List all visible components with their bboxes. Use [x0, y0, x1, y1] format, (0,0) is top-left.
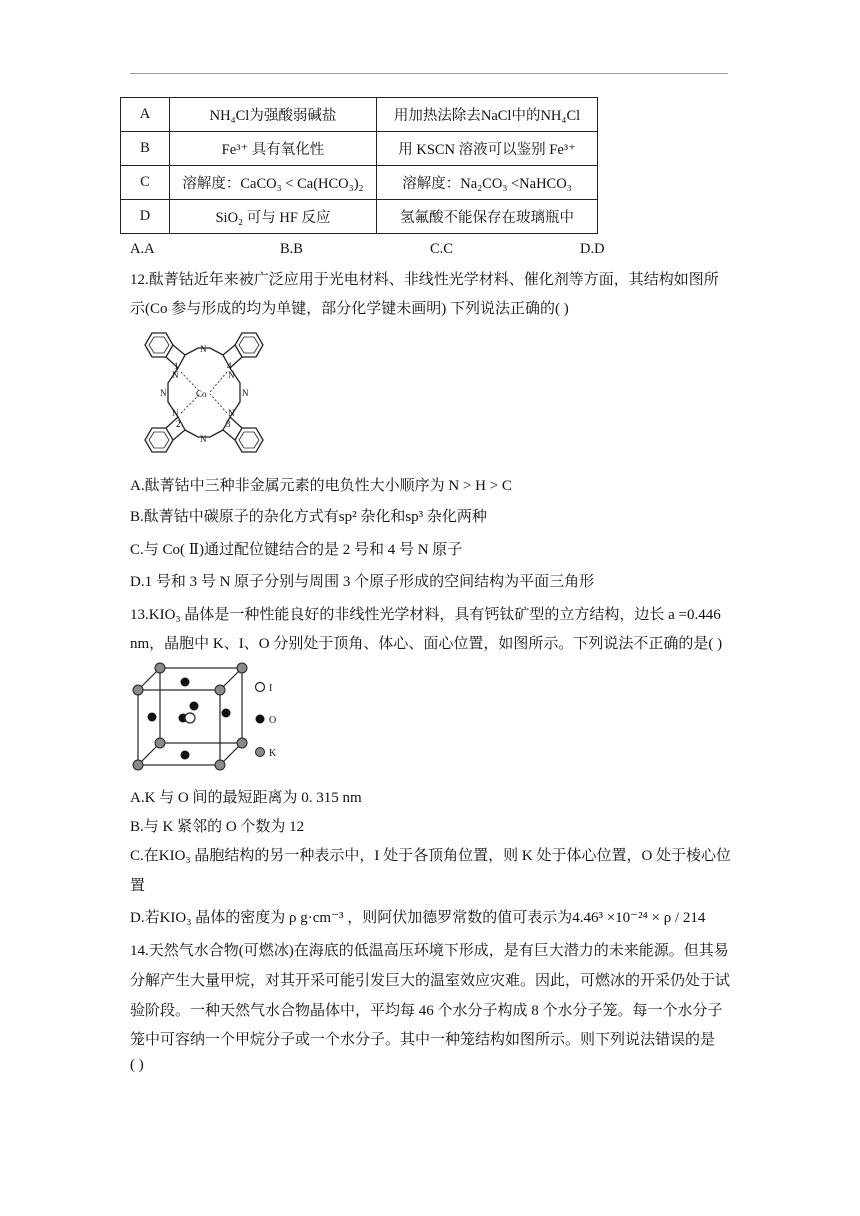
phthalocyanine-structure-diagram: [130, 328, 278, 458]
statement-1: 溶解度：CaCO₃ < Ca(HCO₃)₂: [170, 166, 377, 200]
o-atom: [222, 709, 231, 718]
q13-option-d[interactable]: D.若KIO₃ 晶体的密度为 ρ g·cm⁻³ ，则阿伏加德罗常数的值可表示为4.46³ ×10⁻²⁴ × ρ / 214: [130, 910, 706, 926]
n-number-4: 4: [227, 361, 232, 371]
legend-o-marker: [256, 715, 265, 724]
o-atom: [181, 678, 190, 687]
cobalt-phthalocyanine-figure: [130, 328, 278, 458]
k-atom: [215, 685, 225, 695]
table-row: [121, 132, 598, 166]
table-row: [121, 98, 598, 132]
o-atom: [148, 713, 157, 722]
statement-2: 用 KSCN 溶液可以鉴别 Fe³⁺: [377, 132, 598, 166]
kio3-unit-cell-figure: [130, 660, 290, 772]
o-atom: [190, 702, 199, 711]
perovskite-cell-diagram: [130, 660, 290, 772]
question-11-table: [120, 97, 598, 234]
legend-o-label: O: [269, 715, 277, 726]
q14-line5: ( ): [130, 1057, 144, 1073]
n-number-2: 2: [176, 419, 181, 429]
meso-n-label: N: [200, 344, 207, 354]
option-letter: B: [121, 132, 170, 166]
k-atom: [237, 663, 247, 673]
statement-2: 氢氟酸不能保存在玻璃瓶中: [377, 200, 598, 234]
q14-line4: 笼中可容纳一个甲烷分子或一个水分子。其中一种笼结构如图所示。则下列说法错误的是: [130, 1032, 716, 1048]
k-atom: [133, 760, 143, 770]
q13-option-c-line1[interactable]: C.在KIO₃ 晶胞结构的另一种表示中，I 处于各顶角位置，则 K 处于体心位置，O 处于棱心位: [130, 848, 732, 864]
meso-n-label: N: [160, 388, 167, 398]
header-rule: [130, 73, 728, 74]
k-atom: [155, 663, 165, 673]
q12-stem-line1: 12.酞菁钴近年来被广泛应用于光电材料、非线性光学材料、催化剂等方面，其结构如图所: [130, 272, 719, 288]
legend-k-marker: [256, 748, 265, 757]
q12-option-a[interactable]: A.酞菁钴中三种非金属元素的电负性大小顺序为 N > H > C: [130, 478, 512, 494]
q13-stem-line2: nm，晶胞中 K、I、O 分别处于顶角、体心、面心位置，如图所示。下列说法不正确的是( ): [130, 636, 723, 652]
option-letter: C: [121, 166, 170, 200]
legend-i-marker: [256, 683, 265, 692]
k-atom: [133, 685, 143, 695]
table-row: [121, 200, 598, 234]
statement-2: 溶解度：Na₂CO₃ <NaHCO₃: [377, 166, 598, 200]
n-number-1: 1: [174, 361, 179, 371]
pyrrole-n-label: N: [172, 370, 179, 380]
q13-stem-line1: 13.KIO₃ 晶体是一种性能良好的非线性光学材料，具有钙钛矿型的立方结构，边长 a =0.446: [130, 607, 721, 623]
pyrrole-n-label: N: [172, 408, 179, 418]
legend-k-label: K: [269, 748, 277, 759]
q12-option-d[interactable]: D.1 号和 3 号 N 原子分别与周围 3 个原子形成的空间结构为平面三角形: [130, 574, 595, 590]
statement-1: NH₄Cl为强酸弱碱盐: [170, 98, 377, 132]
k-atom: [237, 738, 247, 748]
answer-a[interactable]: A.A: [130, 241, 155, 257]
q13-option-b[interactable]: B.与 K 紧邻的 O 个数为 12: [130, 819, 305, 835]
q12-option-c[interactable]: C.与 Co( Ⅱ)通过配位键结合的是 2 号和 4 号 N 原子: [130, 542, 463, 558]
legend-i-label: I: [269, 683, 273, 694]
cobalt-label: Co: [196, 389, 207, 399]
answer-b[interactable]: B.B: [280, 241, 303, 257]
answer-c[interactable]: C.C: [430, 241, 453, 257]
pyrrole-n-label: N: [228, 408, 235, 418]
q12-stem-line2: 示(Co 参与形成的均为单键，部分化学键未画明) 下列说法正确的( ): [130, 301, 569, 317]
answer-d[interactable]: D.D: [580, 241, 605, 257]
meso-n-label: N: [200, 434, 207, 444]
i-atom: [185, 713, 195, 723]
q13-option-c-line2[interactable]: 置: [130, 878, 146, 894]
k-atom: [215, 760, 225, 770]
table-row: [121, 166, 598, 200]
q14-line2: 分解产生大量甲烷，对其开采可能引发巨大的温室效应灾难。因此，可燃冰的开采仍处于试: [130, 973, 731, 989]
pyrrole-n-label: N: [228, 370, 235, 380]
statement-1: SiO₂ 可与 HF 反应: [170, 200, 377, 234]
q14-line1: 14.天然气水合物(可燃冰)在海底的低温高压环境下形成，是有巨大潜力的未来能源。但其易: [130, 943, 729, 959]
k-atom: [155, 738, 165, 748]
statement-1: Fe³⁺ 具有氧化性: [170, 132, 377, 166]
statement-2: 用加热法除去NaCl中的NH₄Cl: [377, 98, 598, 132]
meso-n-label: N: [242, 388, 249, 398]
o-atom: [181, 751, 190, 760]
n-number-3: 3: [226, 419, 231, 429]
q13-option-a[interactable]: A.K 与 O 间的最短距离为 0. 315 nm: [130, 790, 362, 806]
option-letter: D: [121, 200, 170, 234]
q14-line3: 验阶段。一种天然气水合物晶体中，平均每 46 个水分子构成 8 个水分子笼。每一个水分子: [130, 1003, 723, 1019]
option-letter: A: [121, 98, 170, 132]
q12-option-b[interactable]: B.酞菁钴中碳原子的杂化方式有sp² 杂化和sp³ 杂化两种: [130, 509, 487, 525]
